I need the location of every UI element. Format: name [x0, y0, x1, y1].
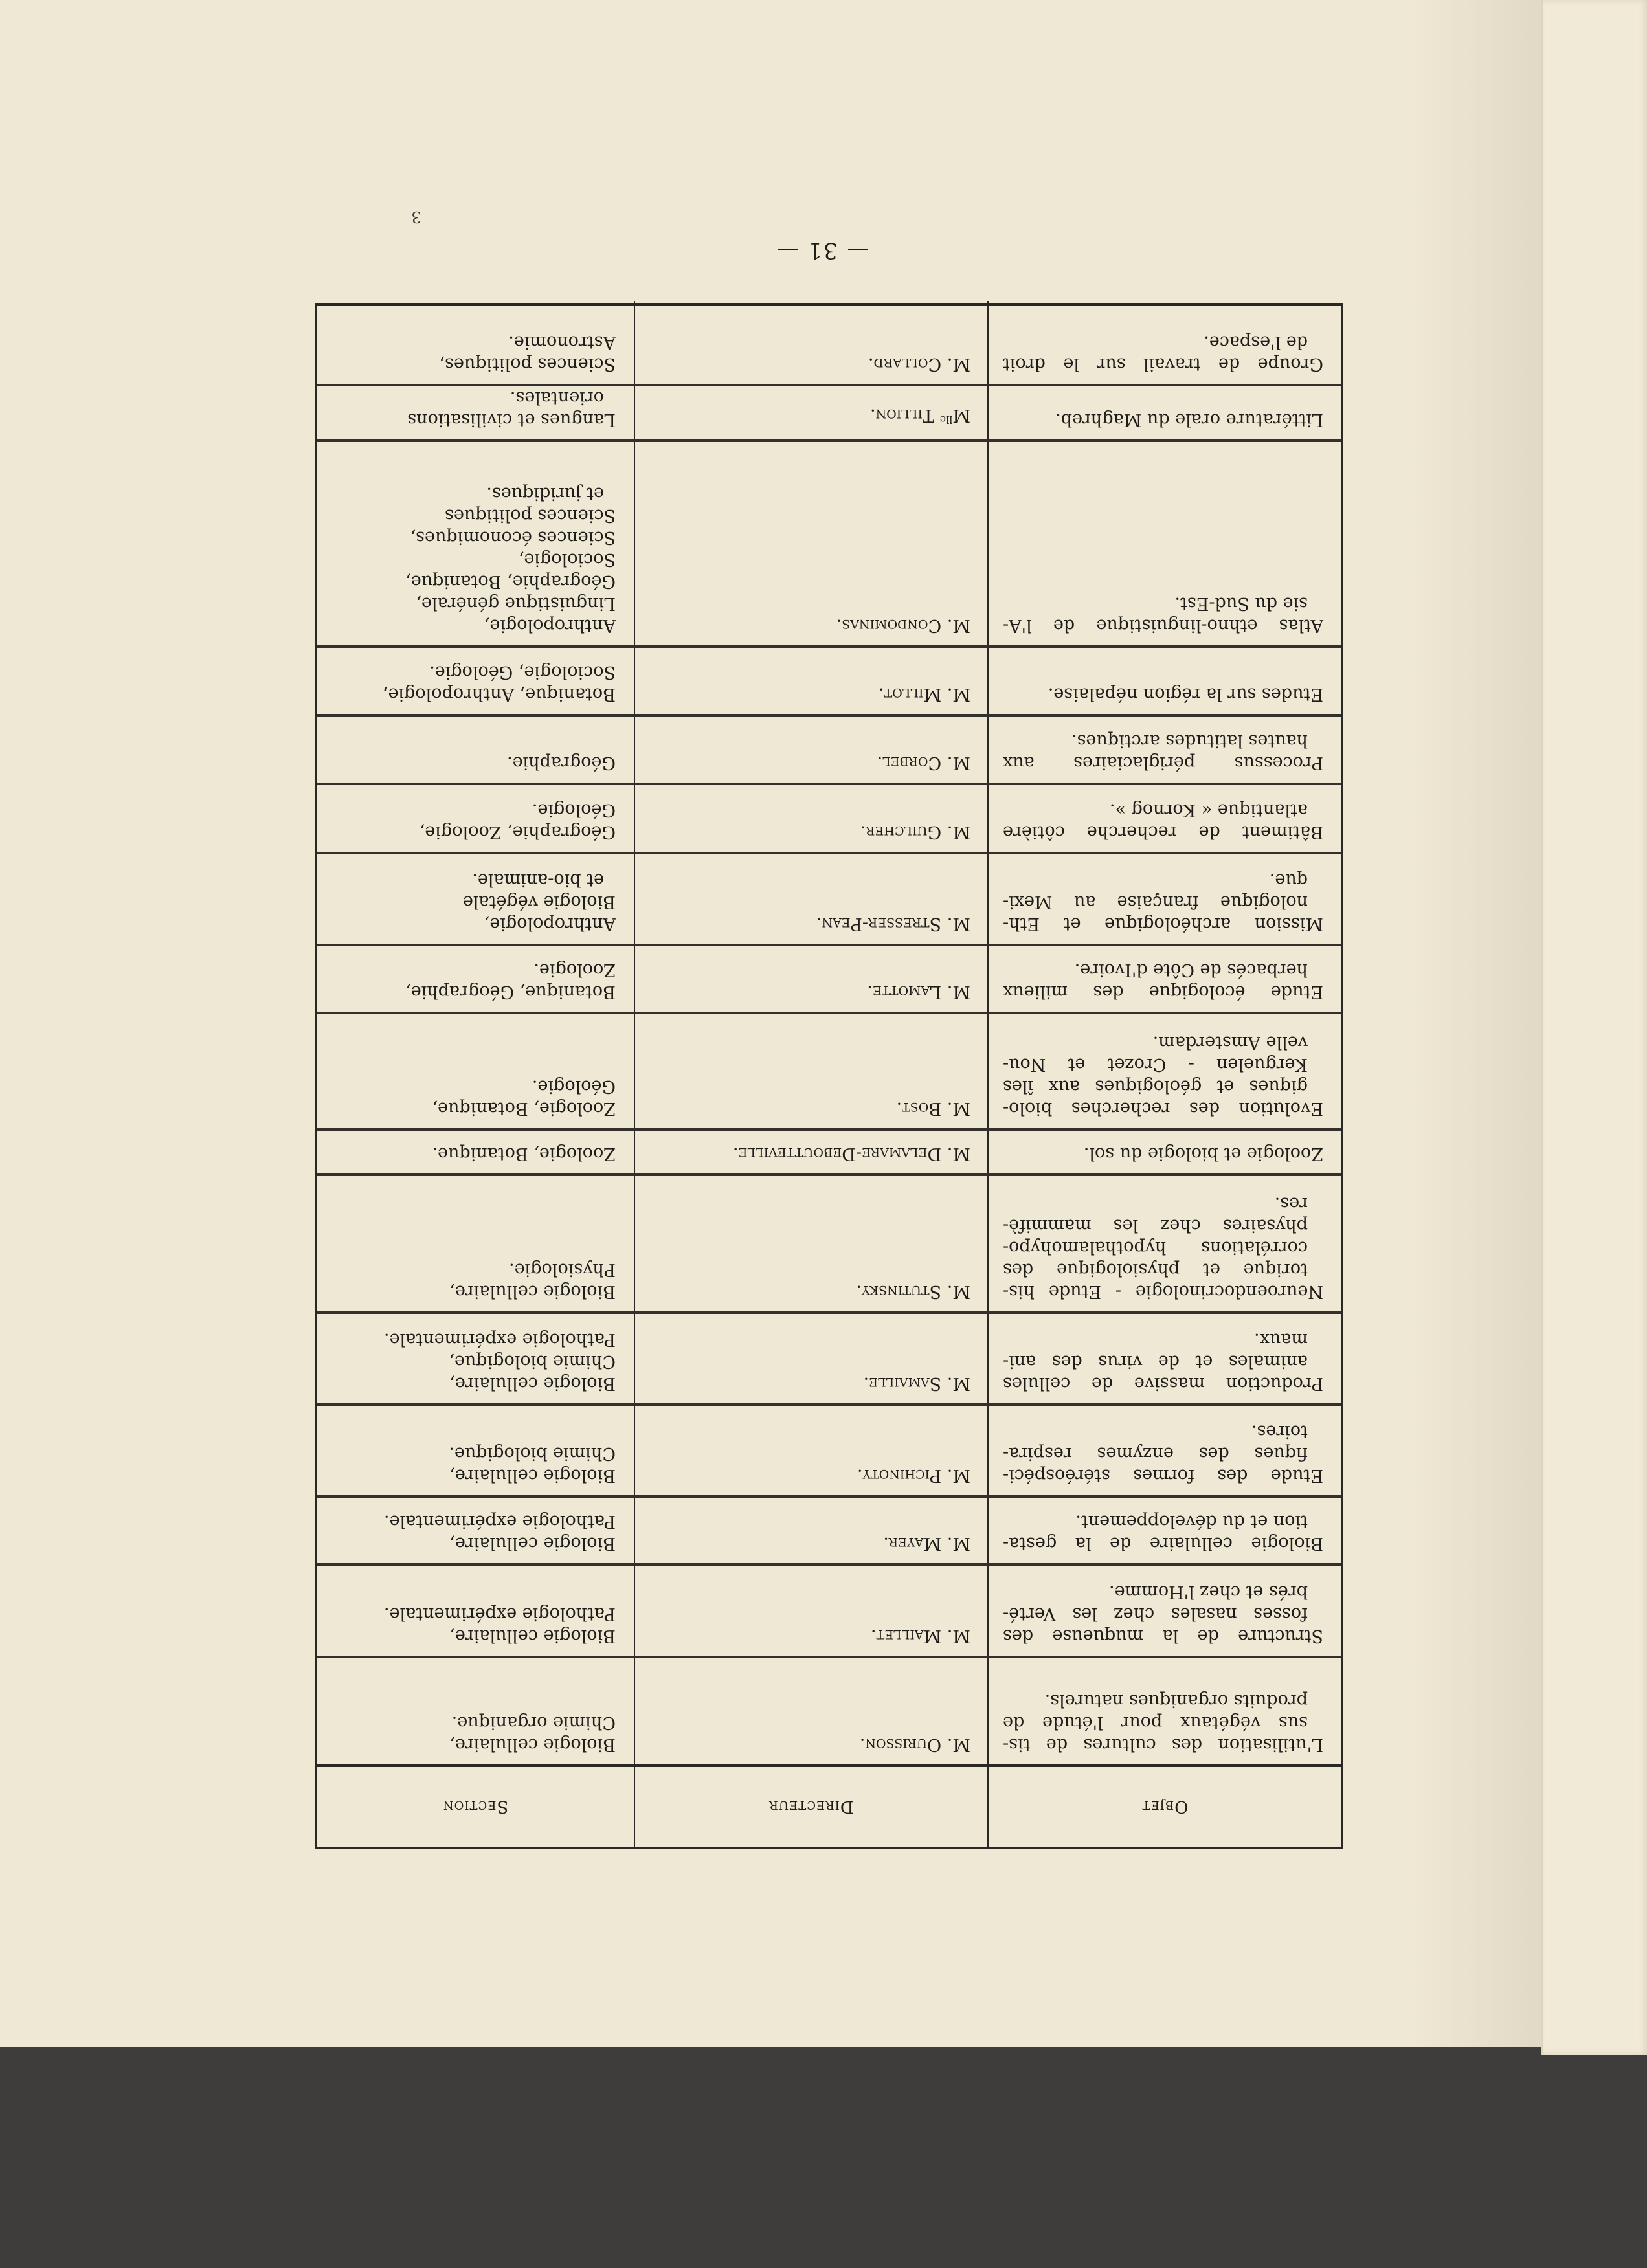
table-row: [317, 853, 1341, 945]
table-row: [317, 945, 1341, 1013]
objet-line: atlantique « Kornog ».: [1109, 800, 1308, 820]
cell-section: [317, 1405, 634, 1496]
section-line: Biologie cellulaire,: [449, 1735, 616, 1755]
cell-section: [317, 1657, 634, 1766]
objet-line: tion et du développement.: [1075, 1511, 1308, 1531]
objet-line: Groupe de travail sur le droit: [1003, 354, 1323, 374]
table-row: [317, 1175, 1341, 1313]
directeur-name: Stutinsky.: [856, 1282, 942, 1302]
directeur-title-superscript: lle: [939, 414, 953, 426]
table-row: [317, 1496, 1341, 1564]
cell-objet: [988, 1405, 1341, 1496]
cell-objet: [988, 1129, 1341, 1175]
directeur-name: Condominas.: [836, 616, 942, 636]
table-row: [317, 1405, 1341, 1496]
directeur-name: Mayer.: [883, 1533, 942, 1553]
cell-directeur: [634, 1496, 988, 1564]
table-row: [317, 301, 1341, 385]
column-header-objet: Objet: [988, 1766, 1341, 1847]
directeur-title: M.: [947, 354, 970, 374]
cell-section: [317, 441, 634, 647]
section-line: Linguistique générale,: [416, 594, 616, 614]
directeur-name: Ourisson.: [859, 1735, 942, 1755]
objet-line: que.: [1269, 870, 1308, 890]
directeur-name: Stresser-Pean.: [816, 914, 942, 934]
cell-directeur: [634, 1657, 988, 1766]
cell-section: [317, 1175, 634, 1313]
section-line: et bio-animale.: [472, 870, 604, 890]
objet-line: physaires chez les mammifè-: [1003, 1216, 1308, 1236]
directeur-name: Samaille.: [863, 1373, 942, 1394]
section-line: Biologie cellulaire,: [449, 1465, 616, 1485]
table-row: [317, 1313, 1341, 1405]
column-header-directeur: Directeur: [634, 1766, 988, 1847]
cell-directeur: [634, 301, 988, 385]
objet-line: animales et de virus des ani-: [1003, 1351, 1308, 1372]
objet-line: Neuroendocrinologie - Etude his-: [1003, 1282, 1323, 1302]
directeur-title: M.: [947, 1282, 970, 1302]
objet-line: de l'espace.: [1204, 332, 1308, 352]
table-row: [317, 647, 1341, 715]
section-line: Géographie, Botanique,: [405, 572, 616, 592]
section-line: orientales.: [510, 388, 604, 408]
table-row: [317, 715, 1341, 784]
objet-line: produits organiques naturels.: [1044, 1691, 1308, 1711]
directeur-title: M.: [947, 914, 970, 934]
page-fold-shadow: [1411, 0, 1541, 2047]
section-line: Pathologie expérimentale.: [383, 1604, 616, 1624]
table-row: [317, 1013, 1341, 1129]
cell-objet: [988, 1313, 1341, 1405]
objet-line: Mission archéologique et Eth-: [1003, 914, 1323, 934]
cell-objet: [988, 1175, 1341, 1313]
section-line: Géographie.: [507, 753, 616, 773]
page-number: — 31 —: [775, 238, 869, 263]
cell-directeur: [634, 1013, 988, 1129]
table-row: [317, 385, 1341, 441]
directeur-title: M.: [947, 1626, 970, 1646]
cell-objet: [988, 1657, 1341, 1766]
cell-objet: [988, 1496, 1341, 1564]
section-line: Zoologie, Botanique,: [432, 1098, 616, 1118]
cell-directeur: [634, 853, 988, 945]
objet-line: herbacés de Côte d'Ivoire.: [1074, 960, 1308, 980]
research-table-grid: [317, 301, 1341, 1847]
cell-section: [317, 784, 634, 853]
directeur-title: M.: [947, 1373, 970, 1394]
cell-section: [317, 1313, 634, 1405]
section-line: Géologie.: [532, 1076, 616, 1096]
section-line: et juridiques.: [486, 484, 604, 504]
objet-line: corrélations hypothalamohypo-: [1003, 1238, 1308, 1258]
cell-directeur: [634, 715, 988, 784]
objet-line: Zoologie et biologie du sol.: [1083, 1144, 1323, 1164]
cell-objet: [988, 385, 1341, 441]
cell-section: [317, 1496, 634, 1564]
cell-section: [317, 385, 634, 441]
cell-section: [317, 1129, 634, 1175]
cell-section: [317, 1013, 634, 1129]
directeur-name: Lamotte.: [867, 982, 942, 1002]
section-line: Biologie végétale: [462, 892, 616, 912]
cell-objet: [988, 1564, 1341, 1657]
cell-directeur: [634, 1564, 988, 1657]
section-line: Géologie.: [532, 800, 616, 820]
directeur-name: Bost.: [896, 1098, 942, 1118]
objet-line: nologique française au Mexi-: [1003, 892, 1308, 912]
cell-directeur: [634, 385, 988, 441]
section-line: Sciences politiques: [445, 506, 616, 526]
table-row: [317, 784, 1341, 853]
directeur-title: M.: [947, 1465, 970, 1485]
section-line: Langues et civilisations: [407, 410, 616, 430]
section-line: Zoologie.: [533, 960, 616, 980]
cell-section: [317, 853, 634, 945]
cell-directeur: [634, 784, 988, 853]
objet-line: giques et géologiques aux îles: [1003, 1076, 1308, 1096]
cell-directeur: [634, 1405, 988, 1496]
directeur-name: Pichinoty.: [857, 1465, 942, 1485]
directeur-title: M.: [947, 753, 970, 773]
objet-line: fosses nasales chez les Verté-: [1003, 1604, 1308, 1624]
cell-section: [317, 301, 634, 385]
section-line: Sciences politiques,: [439, 354, 616, 374]
section-line: Sciences économiques,: [410, 528, 616, 548]
section-line: Biologie cellulaire,: [449, 1282, 616, 1302]
table-row: [317, 1129, 1341, 1175]
directeur-name: Tillion.: [870, 405, 935, 425]
objet-line: sus végétaux pour l'étude de: [1003, 1713, 1308, 1733]
section-line: Sociologie,: [518, 550, 616, 570]
objet-line: Kerguelen - Crozet et Nou-: [1003, 1054, 1308, 1074]
objet-line: torique et physiologique des: [1003, 1260, 1308, 1280]
section-line: Géographie, Zoologie,: [419, 822, 616, 842]
cell-directeur: [634, 441, 988, 647]
cell-section: [317, 945, 634, 1013]
section-line: Anthropologie,: [484, 914, 616, 934]
objet-line: Biologie cellulaire de la gesta-: [1003, 1533, 1323, 1553]
cell-objet: [988, 945, 1341, 1013]
section-line: Chimie biologique,: [449, 1351, 616, 1372]
section-line: Botanique, Anthropologie,: [382, 684, 616, 704]
directeur-name: Delamare-Deboutteville.: [732, 1144, 942, 1164]
cell-section: [317, 1564, 634, 1657]
cell-directeur: [634, 945, 988, 1013]
objet-line: Littérature orale du Maghreb.: [1055, 410, 1323, 430]
objet-line: Structure de la muqueuse des: [1003, 1626, 1323, 1646]
objet-line: fiques des enzymes respira-: [1003, 1443, 1308, 1463]
section-line: Biologie cellulaire,: [449, 1373, 616, 1394]
directeur-name: Millot.: [878, 684, 942, 704]
cell-directeur: [634, 647, 988, 715]
corner-mark: 3: [411, 208, 421, 226]
cell-objet: [988, 441, 1341, 647]
table-row: [317, 1564, 1341, 1657]
table-row: [317, 441, 1341, 647]
directeur-title: M.: [947, 1144, 970, 1164]
section-line: Pathologie expérimentale.: [383, 1511, 616, 1531]
objet-line: Etudes sur la région népalaise.: [1048, 684, 1323, 704]
directeur-name: Corbel.: [877, 753, 942, 773]
cell-objet: [988, 1013, 1341, 1129]
directeur-title: M.: [947, 1735, 970, 1755]
directeur-title: M.: [947, 982, 970, 1002]
directeur-name: Maillet.: [870, 1626, 942, 1646]
section-line: Botanique, Géographie,: [405, 982, 616, 1002]
objet-line: toires.: [1251, 1421, 1308, 1441]
column-header-section: Section: [317, 1766, 634, 1847]
objet-line: Production massive de cellules: [1003, 1373, 1323, 1394]
section-line: Astronomie.: [508, 332, 616, 352]
directeur-title: M.: [947, 1533, 970, 1553]
objet-line: hautes latitudes arctiques.: [1071, 731, 1308, 751]
directeur-name: Collard.: [868, 354, 942, 374]
directeur-title: M.: [947, 1098, 970, 1118]
cell-section: [317, 647, 634, 715]
section-line: Chimie organique.: [451, 1713, 616, 1733]
objet-line: Etude écologique des milieux: [1003, 982, 1323, 1002]
directeur-title: M: [952, 405, 970, 425]
objet-line: Processus périglaciaires aux: [1003, 753, 1323, 773]
objet-line: Bâtiment de recherche côtière: [1003, 822, 1323, 842]
cell-directeur: [634, 1175, 988, 1313]
cell-objet: [988, 784, 1341, 853]
section-line: Biologie cellulaire,: [449, 1533, 616, 1553]
section-line: Biologie cellulaire,: [449, 1626, 616, 1646]
directeur-name: Guilcher.: [860, 822, 942, 842]
section-line: Pathologie expérimentale.: [383, 1329, 616, 1350]
objet-line: brés et chez l'Homme.: [1109, 1582, 1308, 1602]
directeur-title: M.: [947, 684, 970, 704]
cell-directeur: [634, 1313, 988, 1405]
directeur-title: M.: [947, 616, 970, 636]
cell-section: [317, 715, 634, 784]
section-line: Sociologie, Géologie.: [429, 662, 616, 682]
objet-line: Evolution des recherches biolo-: [1003, 1098, 1323, 1118]
research-table: [315, 303, 1343, 1849]
cell-objet: [988, 853, 1341, 945]
directeur-title: M.: [947, 822, 970, 842]
next-page-edge: [1541, 0, 1647, 2055]
cell-objet: [988, 647, 1341, 715]
objet-line: res.: [1274, 1194, 1308, 1214]
table-row: [317, 1657, 1341, 1766]
section-line: Chimie biologique.: [449, 1443, 616, 1463]
objet-line: velle Amsterdam.: [1152, 1032, 1308, 1052]
section-line: Physiologie.: [509, 1260, 616, 1280]
cell-directeur: [634, 1129, 988, 1175]
section-line: Zoologie, Botanique.: [432, 1144, 616, 1164]
cell-objet: [988, 715, 1341, 784]
table-header-row: [317, 1766, 1341, 1847]
objet-line: Atlas ethno-linguistique de l'A-: [1003, 616, 1323, 636]
objet-line: sie du Sud-Est.: [1174, 594, 1308, 614]
objet-line: Etude des formes stéréospéci-: [1003, 1465, 1323, 1485]
objet-line: maux.: [1254, 1329, 1308, 1350]
cell-objet: [988, 301, 1341, 385]
objet-line: L'utilisation des cultures de tis-: [1003, 1735, 1323, 1755]
section-line: Anthropologie,: [484, 616, 616, 636]
